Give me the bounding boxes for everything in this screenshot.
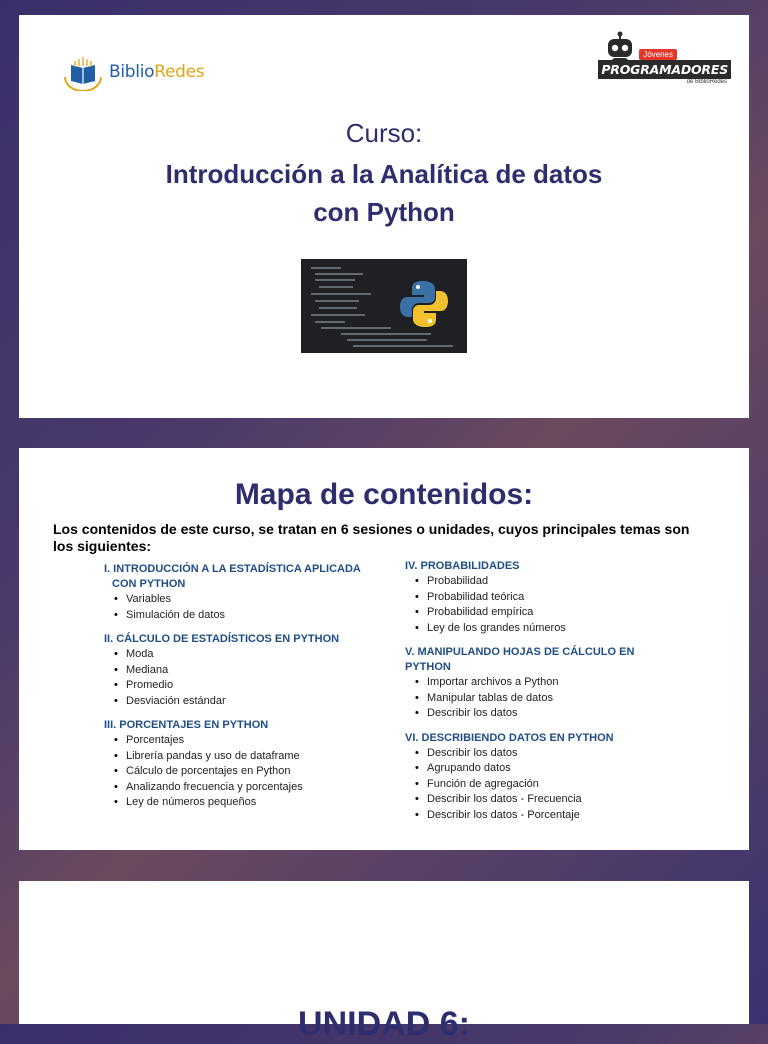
unit-heading: VI. DESCRIBIENDO DATOS EN PYTHON [405,731,614,744]
list-item: • Analizando frecuencia y porcentajes [104,780,364,796]
unit-heading: II. CÁLCULO DE ESTADÍSTICOS EN PYTHON [104,633,340,645]
course-title-line2: con Python [313,197,455,227]
list-item: • Simulación de datos [104,608,364,624]
unit-4 [405,559,665,636]
course-label: Curso: [345,118,423,148]
python-code-image [301,259,467,353]
course-title [19,155,749,231]
units-left-column [104,562,364,820]
list-item: • Moda [104,647,364,663]
list-item: • Manipular tablas de datos [405,691,665,707]
content-map-title: Mapa de contenidos: [234,478,534,511]
unit-6 [405,731,665,824]
biblioredes-wordmark: BiblioRedes [109,62,205,82]
list-item: • Describir los datos [405,706,665,722]
list-item: • Función de agregación [405,777,665,793]
slide-unit-6 [19,881,749,1043]
units-right-column [405,559,665,832]
list-item: • Mediana [104,663,364,679]
list-item: • Probabilidad [405,574,665,590]
programadores-wordmark: PROGRAMADORES [598,60,731,79]
unit-3 [104,718,364,811]
jovenes-label: Jóvenes [639,49,677,60]
list-item: • Describir los datos [405,746,665,762]
biblioredes-logo [61,53,204,91]
list-item: • Describir los datos - Porcentaje [405,808,665,824]
list-item: • Describir los datos - Frecuencia [405,792,665,808]
list-item: • Cálculo de porcentajes en Python [104,764,364,780]
list-item: • Probabilidad teórica [405,590,665,606]
list-item: • Promedio [104,678,364,694]
unit-heading: IV. PROBABILIDADES [405,560,520,572]
list-item: • Variables [104,592,364,608]
unit-6-title: UNIDAD 6: [298,1005,470,1043]
de-biblioredes-label: de BiblioRedes [686,79,727,85]
slide-content-map [19,448,749,850]
list-item: • Ley de los grandes números [405,621,665,637]
jovenes-programadores-logo [603,31,731,89]
unit-heading: III. PORCENTAJES EN PYTHON [104,719,269,731]
content-map-intro: Los contenidos de este curso, se tratan en 6 sesiones o unidades, cuyos principales temas son los siguientes: [53,521,690,554]
slide-title [19,15,749,418]
course-title-line1: Introducción a la Analítica de datos [165,159,603,189]
unit-heading: I. INTRODUCCIÓN A LA ESTADÍSTICA APLICADA CON PYTHON [104,563,361,590]
unit-2 [104,632,364,709]
unit-1 [104,562,364,623]
list-item: • Librería pandas y uso de dataframe [104,749,364,765]
list-item: • Importar archivos a Python [405,675,665,691]
list-item: • Ley de números pequeños [104,795,364,811]
list-item: • Probabilidad empírica [405,605,665,621]
list-item: • Agrupando datos [405,761,665,777]
book-icon [61,53,105,91]
list-item: • Porcentajes [104,733,364,749]
unit-5 [405,645,665,722]
unit-heading: V. MANIPULANDO HOJAS DE CÁLCULO EN PYTHON [405,646,635,673]
python-logo-icon [397,277,451,331]
list-item: • Desviación estándar [104,694,364,710]
